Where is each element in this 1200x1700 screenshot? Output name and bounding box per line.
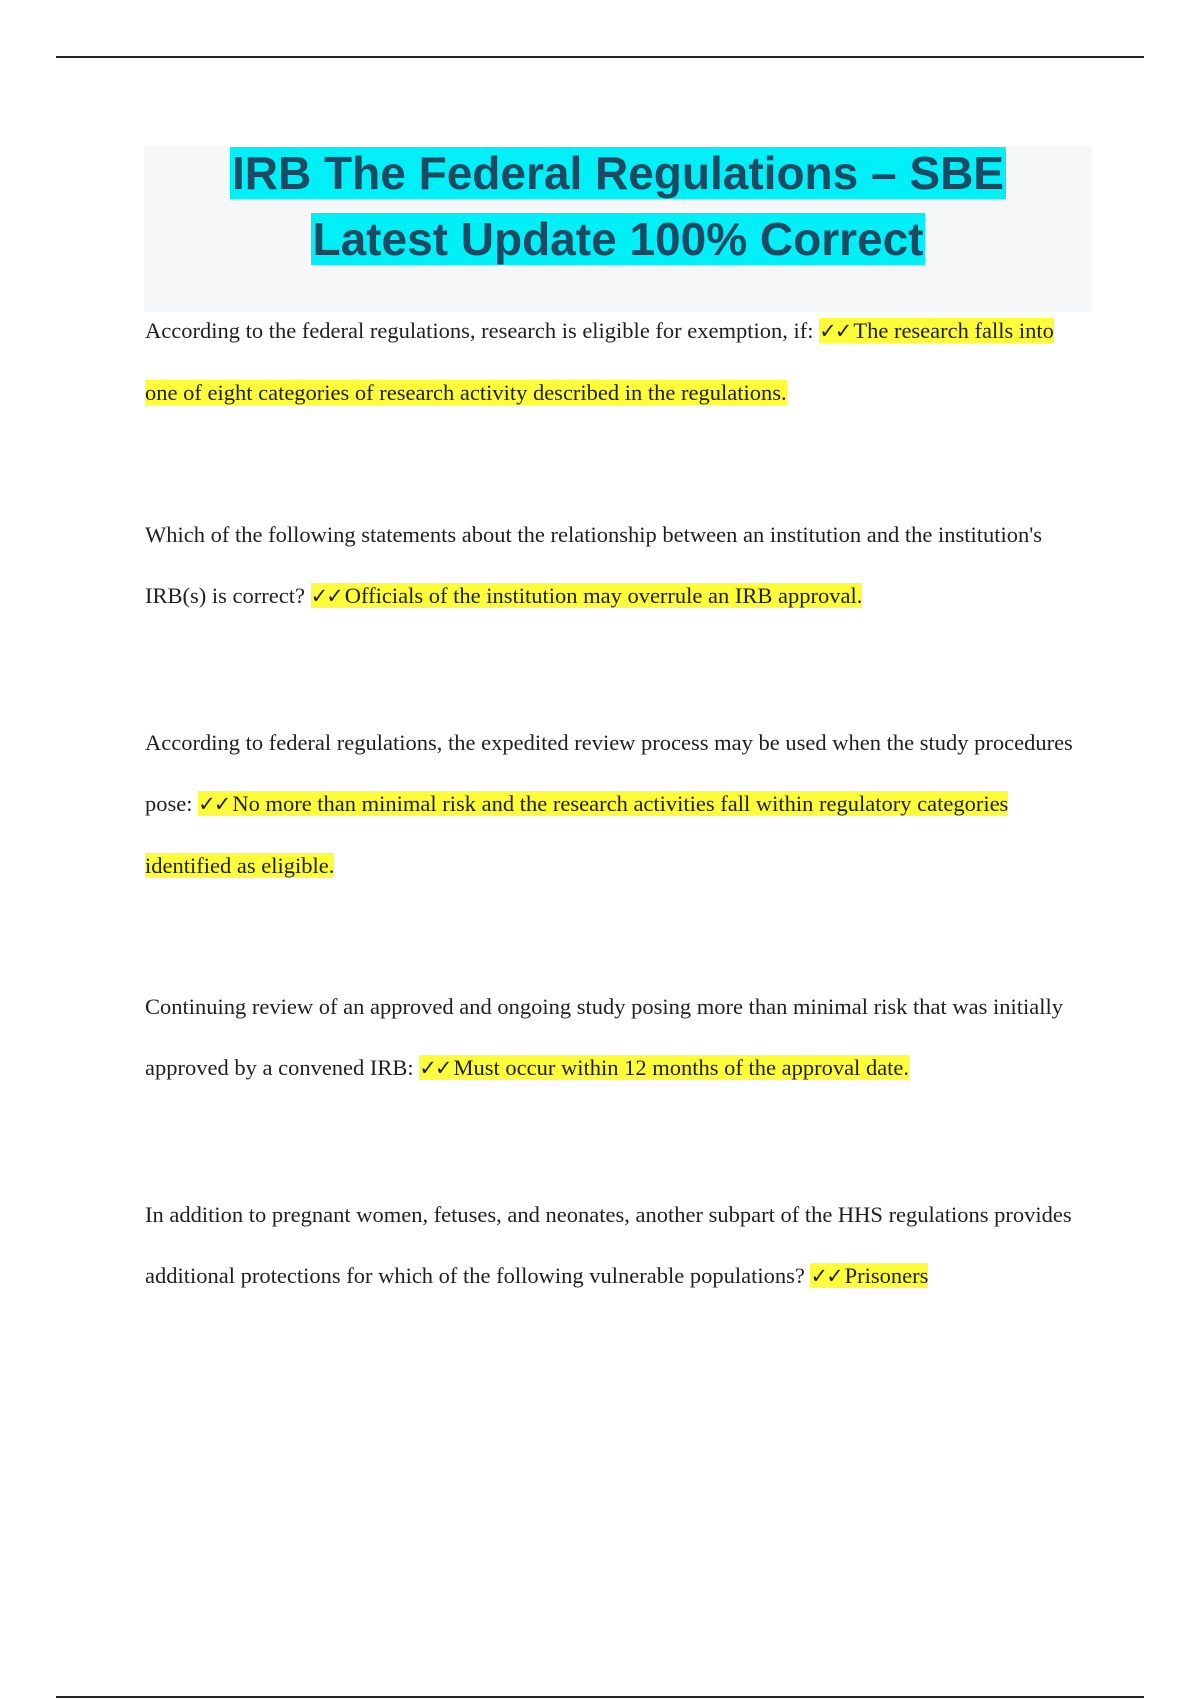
qa-item (145, 300, 1085, 423)
qa-item (145, 712, 1085, 896)
question-text: Continuing review of an approved and ongoing study posing more than minimal risk that was initially approved by a convened IRB: (145, 994, 1063, 1080)
question-text: In addition to pregnant women, fetuses, and neonates, another subpart of the HHS regulations provides additional protections for which of the following vulnerable populations? (145, 1202, 1072, 1288)
double-check-icon: ✓✓ (310, 584, 342, 608)
qa-item (145, 976, 1085, 1099)
qa-item (145, 504, 1085, 627)
title-line-1: IRB The Federal Regulations – SBE (232, 147, 1004, 199)
title-line-2: Latest Update 100% Correct (312, 213, 924, 265)
double-check-icon: ✓✓ (810, 1264, 842, 1288)
answer-text: Officials of the institution may overrule an IRB approval. (344, 583, 863, 608)
answer-text: Must occur within 12 months of the approval date. (453, 1055, 910, 1080)
double-check-icon: ✓✓ (819, 319, 851, 343)
question-text: According to federal regulations, the expedited review process may be used when the study procedures pose: (145, 730, 1073, 816)
question-text: Which of the following statements about the relationship between an institution and the institution's IRB(s) is correct? (145, 522, 1043, 608)
answer-text: The research falls into one of eight categories of research activity described in the regulations. (145, 318, 1054, 405)
top-rule (56, 56, 1144, 58)
bottom-rule (56, 1696, 1144, 1698)
answer-text: Prisoners (844, 1263, 929, 1288)
document-title (144, 146, 1092, 278)
double-check-icon: ✓✓ (198, 792, 230, 816)
double-check-icon: ✓✓ (419, 1056, 451, 1080)
answer-highlight (419, 1055, 909, 1080)
answer-highlight (311, 583, 863, 608)
question-text: According to the federal regulations, research is eligible for exemption, if: (145, 318, 820, 343)
answer-highlight (810, 1263, 928, 1288)
qa-item (145, 1184, 1085, 1307)
title-banner (144, 146, 1092, 312)
answer-highlight (145, 791, 1008, 878)
answer-text: No more than minimal risk and the research activities fall within regulatory categories identified as eligible. (145, 791, 1009, 878)
